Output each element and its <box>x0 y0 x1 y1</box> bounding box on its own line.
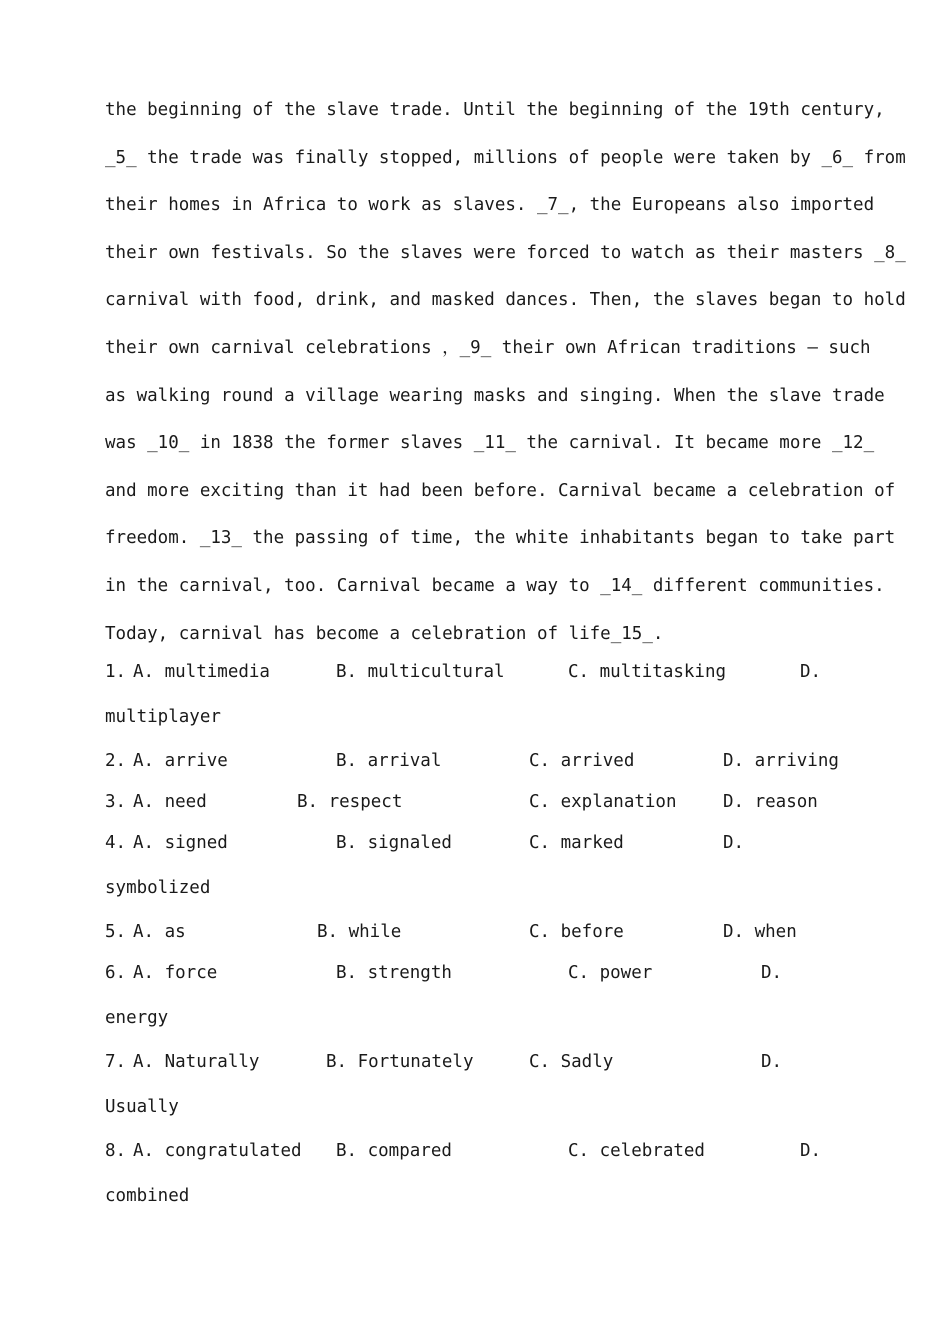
question-item <box>105 782 846 823</box>
option-a: A. multimedia <box>133 662 270 682</box>
question-number: 4. <box>105 833 127 853</box>
option-b: B. respect <box>297 792 403 812</box>
option-b: B. strength <box>336 963 452 983</box>
question-number: 2. <box>105 751 127 771</box>
passage-line: freedom. _13_ the passing of time, the white inhabitants began to take part <box>105 528 896 549</box>
question-number: 3. <box>105 792 127 812</box>
passage-line: as walking round a village wearing masks and singing. When the slave trade <box>105 385 885 406</box>
question-number: 7. <box>105 1052 127 1072</box>
option-d: D. <box>800 1141 822 1161</box>
option-a: A. signed <box>133 833 228 853</box>
option-c: C. Sadly <box>529 1052 614 1072</box>
option-a: A. congratulated <box>133 1141 302 1161</box>
option-b: B. signaled <box>336 833 452 853</box>
option-d: D. <box>723 833 745 853</box>
question-number: 5. <box>105 922 127 942</box>
question-item <box>105 741 846 782</box>
question-item <box>105 652 846 693</box>
question-list <box>105 652 846 1220</box>
option-b: B. multicultural <box>336 662 505 682</box>
passage-line: their homes in Africa to work as slaves. _7_, the Europeans also imported <box>105 195 875 216</box>
passage-line: carnival with food, drink, and masked dances. Then, the slaves began to hold <box>105 290 906 311</box>
passage-line: was _10_ in 1838 the former slaves _11_ the carnival. It became more _12_ <box>105 433 875 454</box>
option-d: D. <box>800 662 822 682</box>
passage-line: in the carnival, too. Carnival became a way to _14_ different communities. <box>105 575 885 596</box>
passage-line: Today, carnival has become a celebration of life_15_. <box>105 623 664 644</box>
question-item <box>105 1131 846 1172</box>
option-d-continuation: Usually <box>105 1097 179 1117</box>
question-item <box>105 1042 846 1083</box>
option-d: D. arriving <box>723 751 839 771</box>
option-d: D. <box>761 963 783 983</box>
option-b: B. arrival <box>336 751 442 771</box>
option-d-continuation: multiplayer <box>105 707 221 727</box>
question-item <box>105 953 846 994</box>
option-d: D. <box>761 1052 783 1072</box>
question-number: 6. <box>105 963 127 983</box>
passage-line: and more exciting than it had been before. Carnival became a celebration of <box>105 480 896 501</box>
passage-line: their own festivals. So the slaves were forced to watch as their masters _8_ <box>105 242 906 263</box>
option-a: A. arrive <box>133 751 228 771</box>
passage-line: _5_ the trade was finally stopped, millions of people were taken by _6_ from <box>105 147 906 168</box>
option-c: C. power <box>568 963 653 983</box>
option-d-continuation: symbolized <box>105 878 211 898</box>
option-d: D. reason <box>723 792 818 812</box>
option-c: C. marked <box>529 833 624 853</box>
question-number: 8. <box>105 1141 127 1161</box>
option-b: B. compared <box>336 1141 452 1161</box>
option-b: B. while <box>317 922 402 942</box>
option-b: B. Fortunately <box>326 1052 474 1072</box>
question-item <box>105 823 846 864</box>
passage <box>105 87 906 658</box>
option-d-continuation: energy <box>105 1008 169 1028</box>
option-c: C. arrived <box>529 751 635 771</box>
passage-line: their own carnival celebrations ，_9_ their own African traditions — such <box>105 337 871 358</box>
option-c: C. celebrated <box>568 1141 705 1161</box>
question-number: 1. <box>105 662 127 682</box>
option-a: A. need <box>133 792 207 812</box>
option-c: C. before <box>529 922 624 942</box>
option-a: A. force <box>133 963 218 983</box>
question-item <box>105 912 846 953</box>
passage-line: the beginning of the slave trade. Until the beginning of the 19th century, <box>105 100 885 120</box>
option-c: C. explanation <box>529 792 677 812</box>
option-c: C. multitasking <box>568 662 727 682</box>
option-d-continuation: combined <box>105 1186 190 1206</box>
option-d: D. when <box>723 922 797 942</box>
option-a: A. Naturally <box>133 1052 260 1072</box>
option-a: A. as <box>133 922 186 942</box>
